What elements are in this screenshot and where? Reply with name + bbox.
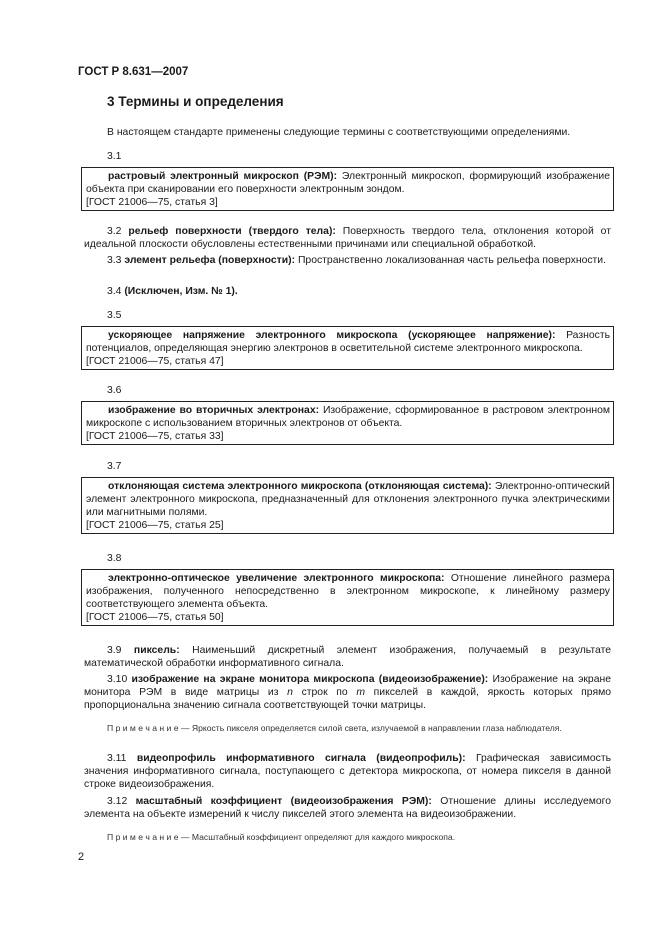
term-paragraph-3-9 bbox=[84, 644, 611, 670]
variable-m: m bbox=[356, 687, 366, 698]
term-3-7: отклоняющая система электронного микроскопа (отклоняющая система): bbox=[108, 481, 492, 492]
note-1-text: — Яркость пикселя определяется силой света, излучаемой в направлении глаза наблюдателя. bbox=[178, 723, 562, 733]
term-3-2: рельеф поверхности (твердого тела): bbox=[128, 226, 336, 237]
term-number-3-12: 3.12 bbox=[107, 796, 128, 807]
term-number-3-9: 3.9 bbox=[107, 645, 122, 656]
definition-3-12: Отношение длины исследуемого элемента на объекте измерений к числу пикселей этого элемента на видеоизображении. bbox=[84, 796, 612, 820]
term-3-5: ускоряющее напряжение электронного микроскопа (ускоряющее напряжение): bbox=[108, 330, 556, 341]
term-paragraph-3-2 bbox=[84, 225, 611, 251]
term-paragraph-3-12 bbox=[84, 795, 611, 821]
term-3-10: изображение на экране монитора микроскопа (видеоизображение): bbox=[131, 674, 489, 685]
term-3-4-excluded: (Исключен, Изм. № 1). bbox=[124, 286, 238, 297]
reference-3-8: [ГОСТ 21006—75, статья 50] bbox=[86, 612, 224, 623]
reference-3-1: [ГОСТ 21006—75, статья 3] bbox=[86, 197, 218, 208]
term-number-3-7: 3.7 bbox=[107, 461, 122, 472]
term-paragraph-3-11 bbox=[84, 752, 611, 791]
term-number-3-6: 3.6 bbox=[107, 385, 122, 396]
note-1 bbox=[84, 722, 611, 734]
definition-3-11: Графическая зависимость значения информативного сигнала, поступающего с детектора микроскопа, от номера пикселя в данной строке видеоизображения. bbox=[84, 753, 611, 790]
page-number: 2 bbox=[78, 851, 85, 863]
definition-3-1: Электронный микроскоп, формирующий изображение объекта при сканировании его поверхности электронным зондом. bbox=[86, 171, 611, 195]
definition-3-10-c: пикселей в каждой, яркость которых прямо пропорциональна значению сигнала соответствующей точки матрицы. bbox=[84, 687, 612, 711]
term-box-3-6 bbox=[81, 401, 614, 445]
term-box-3-1 bbox=[81, 167, 614, 211]
variable-n: n bbox=[287, 687, 293, 698]
definition-3-10-b: строк по bbox=[292, 687, 357, 698]
definition-3-3: Пространственно локализованная часть рельефа поверхности. bbox=[295, 255, 606, 266]
term-3-11: видеопрофиль информативного сигнала (видеопрофиль): bbox=[136, 753, 466, 764]
note-2-text: — Масштабный коэффициент определяют для каждого микроскопа. bbox=[178, 832, 456, 842]
definition-3-10-a: Изображение на экране монитора РЭМ в виде матрицы из bbox=[84, 674, 611, 698]
term-3-8: электронно-оптическое увеличение электронного микроскопа: bbox=[108, 573, 445, 584]
term-number-3-5: 3.5 bbox=[107, 310, 122, 321]
definition-3-9: Наименьший дискретный элемент изображения, получаемый в результате математической обработки информативного сигнала. bbox=[84, 645, 611, 669]
term-number-3-10: 3.10 bbox=[107, 674, 128, 685]
definition-3-8: Отношение линейного размера изображения, полученного непосредственно в электронном микроскопе, к линейному размеру соответствующего элемента объекта. bbox=[86, 573, 610, 610]
term-number-3-8: 3.8 bbox=[107, 553, 122, 564]
term-number-3-4: 3.4 bbox=[107, 286, 122, 297]
note-1-label: П р и м е ч а н и е bbox=[107, 723, 179, 733]
term-box-3-8 bbox=[81, 569, 614, 626]
term-box-3-5 bbox=[81, 326, 614, 370]
intro-paragraph: В настоящем стандарте применены следующие термины с соответствующими определениями. bbox=[107, 127, 571, 138]
term-paragraph-3-3 bbox=[84, 254, 611, 267]
reference-3-7: [ГОСТ 21006—75, статья 25] bbox=[86, 520, 224, 531]
term-paragraph-3-4 bbox=[84, 285, 611, 298]
term-number-3-11: 3.11 bbox=[107, 753, 127, 764]
term-3-12: масштабный коэффициент (видеоизображения РЭМ): bbox=[135, 796, 432, 807]
note-2-label: П р и м е ч а н и е bbox=[107, 832, 179, 842]
note-2 bbox=[84, 831, 611, 843]
term-3-1: растровый электронный микроскоп (РЭМ): bbox=[108, 171, 338, 182]
term-box-3-7 bbox=[81, 477, 614, 534]
definition-3-7: Электронно-оптический элемент электронного микроскопа, предназначенный для отклонения электронного пучка электрическими или магнитными полями. bbox=[86, 481, 610, 518]
definition-3-2: Поверхность твердого тела, отклонения которой от идеальной плоскости обусловлены естественными причинами или специальной обработкой. bbox=[84, 226, 611, 250]
definition-3-5: Разность потенциалов, определяющая энергию электронов в осветительной системе электронного микроскопа. bbox=[86, 330, 610, 354]
term-number-3-1: 3.1 bbox=[107, 151, 122, 162]
term-3-6: изображение во вторичных электронах: bbox=[108, 405, 320, 416]
term-3-9: пиксель: bbox=[133, 645, 180, 656]
document-header: ГОСТ Р 8.631—2007 bbox=[78, 66, 189, 78]
term-3-3: элемент рельефа (поверхности): bbox=[124, 255, 296, 266]
term-number-3-3: 3.3 bbox=[107, 255, 122, 266]
reference-3-6: [ГОСТ 21006—75, статья 33] bbox=[86, 431, 224, 442]
section-title: 3 Термины и определения bbox=[107, 94, 284, 109]
definition-3-6: Изображение, сформированное в растровом электронном микроскопе с использованием вторичных электронов от объекта. bbox=[86, 405, 610, 429]
term-number-3-2: 3.2 bbox=[107, 226, 122, 237]
reference-3-5: [ГОСТ 21006—75, статья 47] bbox=[86, 356, 224, 367]
term-paragraph-3-10 bbox=[84, 673, 611, 712]
